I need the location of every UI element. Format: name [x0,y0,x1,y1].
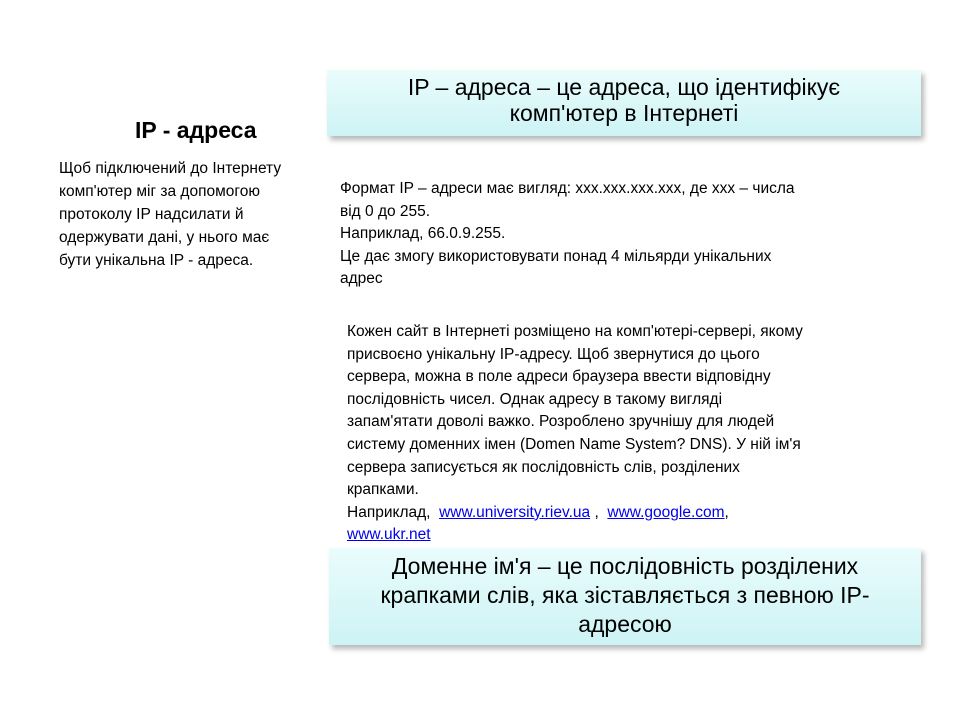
example-label: Наприклад, [347,503,431,521]
intro-line: Щоб підключений до Інтернету [59,160,282,177]
intro-line: бути унікальна IP - адреса. [59,252,254,269]
domain-line: присвоєно унікальну IP-адресу. Щоб звернутися до цього [347,345,760,363]
domain-definition-line: крапками слів, яка зіставляється з певною IP- [380,582,870,608]
domain-line: сервера записується як послідовність слів, розділених [347,458,740,476]
domain-line: систему доменних імен (Domen Name System? DNS). У ній ім'я [347,435,801,453]
domain-line: послідовність чисел. Однак адресу в такому вигляді [347,390,723,408]
link-ukr-net[interactable]: www.ukr.net [347,526,431,544]
format-line: Це дає змогу використовувати понад 4 мільярди унікальних [340,247,772,265]
example-line [347,502,927,525]
link-university[interactable]: www.university.riev.ua [439,503,591,521]
format-line: від 0 до 255. [340,202,431,220]
domain-line: сервера, можна в поле адреси браузера ввести відповідну [347,368,771,386]
domain-line: крапками. [347,481,419,499]
domain-definition-line: адресою [578,611,672,637]
link-separator: , [594,503,599,521]
format-line: Формат IP – адреси має вигляд: xxx.xxx.xxx.xxx, де xxx – числа [340,180,795,197]
page-title: IP - адреса [135,117,257,143]
domain-line: запам'ятати доволі важко. Розроблено зручнішу для людей [347,413,775,431]
format-paragraph [340,178,920,291]
domain-line: Кожен сайт в Інтернеті розміщено на комп'ютері-сервері, якому [347,323,803,340]
domain-definition-line: Доменне ім'я – це послідовність розділених [391,553,859,579]
intro-line: комп'ютер міг за допомогою [59,183,260,200]
domain-paragraph [347,321,927,547]
format-line: Наприклад, 66.0.9.255. [340,225,506,242]
example-line-2 [347,524,927,547]
intro-line: протоколу IP надсилати й [59,206,244,223]
link-google[interactable]: www.google.com [607,503,725,521]
definition-line: комп'ютер в Інтернеті [509,100,739,126]
definition-line: IP – адреса – це адреса, що ідентифікує [407,74,841,100]
format-line: адрес [340,270,383,287]
intro-line: одержувати дані, у нього має [59,229,270,246]
domain-definition-box [329,548,921,645]
intro-paragraph [59,157,339,272]
definition-box [327,70,921,136]
link-separator: , [724,503,729,521]
